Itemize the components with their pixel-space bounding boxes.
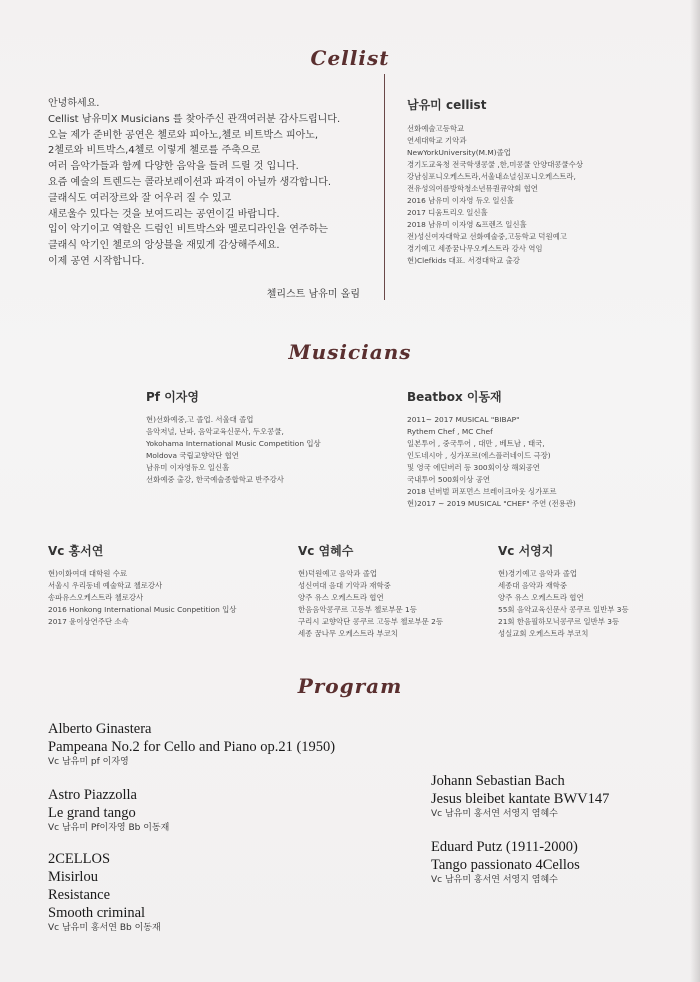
- career-item: 현)덕원예고 음악과 졸업: [298, 569, 377, 578]
- career-item: 성실교회 오케스트라 부코치: [498, 629, 589, 638]
- cellist-profile: [407, 96, 583, 267]
- career-item: 세종 꿈나무 오케스트라 부코치: [298, 629, 398, 638]
- program-piece: [48, 786, 169, 835]
- piece-title: Misirlou: [48, 869, 98, 885]
- program-piece: [48, 720, 335, 769]
- piece-performers: Vc 남유미 Pf이자영 Bb 이동재: [48, 823, 170, 833]
- musician-name: Pf 이자영: [146, 390, 199, 404]
- greeting-line: 클래식 악기인 첼로의 앙상블을 재밌게 감상해주세요.: [48, 240, 280, 252]
- career-item: 현)2017 ~ 2019 MUSICAL "CHEF" 주연 (전용관): [407, 499, 576, 508]
- musician-name: Beatbox 이동재: [407, 390, 502, 404]
- career-item: NewYorkUniversity(M.M)졸업: [407, 148, 511, 157]
- career-item: 국내투어 500회이상 공연: [407, 475, 491, 484]
- career-item: 전)성신여자대학교 선화예술중,고등학교 덕원예고: [407, 232, 567, 241]
- musician-career-list: [298, 568, 443, 640]
- greeting-line: 여러 음악가들과 함께 다양한 음악을 들려 드릴 것 입니다.: [48, 161, 299, 173]
- career-item: 2017 디움트리오 일신홀: [407, 208, 488, 217]
- career-item: 선화예술고등학교: [407, 124, 465, 133]
- piece-composer: Johann Sebastian Bach: [431, 773, 565, 789]
- greeting-line: Cellist 남유미X Musicians 를 찾아주신 관객여러분 감사드립니다.: [48, 113, 341, 125]
- greeting-line: 안녕하세요.: [48, 98, 100, 109]
- piece-title: Resistance: [48, 887, 111, 903]
- career-item: 2017 윤이상연주단 소속: [48, 617, 129, 626]
- piece-title: Jesus bleibet kantate BWV147: [431, 791, 610, 807]
- piece-performers: Vc 남유미 pf 이자영: [48, 757, 129, 767]
- musician-name: Vc 서영지: [498, 544, 554, 558]
- musician-profile: [498, 542, 629, 640]
- greeting-letter: [48, 96, 378, 270]
- vertical-divider: [384, 74, 385, 300]
- piece-performers: Vc 남유미 홍서연 서영지 염혜수: [431, 875, 558, 885]
- career-item: 강남심포니오케스트라,서울내쇼널심포니오케스트라,: [407, 172, 576, 181]
- page-edge-shadow: [690, 0, 700, 982]
- piece-title: Smooth criminal: [48, 905, 146, 921]
- piece-title: Tango passionato 4Cellos: [431, 857, 580, 873]
- career-item: 경기도교육청 전국학생콩쿨 ,한,미콩쿨 안양대콩쿨수상: [407, 160, 583, 169]
- career-item: 현)선화예중,고 졸업. 서울대 졸업: [146, 415, 254, 424]
- career-item: 선화예중 출강, 한국예술종합학교 반주강사: [146, 475, 284, 484]
- career-item: 21회 한음필하모닉콩쿠르 일반부 3등: [498, 617, 620, 626]
- career-item: 성신여대 음대 기악과 재학중: [298, 581, 391, 590]
- career-item: 2016 남유미 이자영 듀오 일신홀: [407, 196, 514, 205]
- musician-career-list: [48, 568, 236, 628]
- career-item: 한음음악콩쿠르 고등부 첼로부문 1등: [298, 605, 417, 614]
- piece-composer: Alberto Ginastera: [48, 721, 152, 737]
- greeting-line: 요즘 예술의 트렌드는 콜라보레이션과 파격이 아닐까 생각합니다.: [48, 176, 332, 188]
- musician-profile: [407, 388, 576, 510]
- career-item: 현)경기예고 음악과 졸업: [498, 569, 577, 578]
- musician-name: Vc 홍서연: [48, 544, 104, 558]
- career-item: 2018 넌버벌 퍼포먼스 브레이크아웃 싱가포르: [407, 487, 557, 496]
- piece-composer: 2CELLOS: [48, 851, 111, 867]
- musician-profile: [48, 542, 236, 628]
- cellist-career-list: [407, 123, 583, 267]
- career-item: 및 영국 에딘버러 등 300회이상 해외공연: [407, 463, 540, 472]
- career-item: 2011~ 2017 MUSICAL "BIBAP": [407, 415, 520, 424]
- musician-profile: [146, 388, 321, 486]
- musicians-heading: Musicians: [288, 340, 412, 364]
- career-item: 세종대 음악과 재학중: [498, 581, 567, 590]
- career-item: 송파유스오케스트라 첼로강사: [48, 593, 144, 602]
- career-item: 일본투어 , 중국투어 , 대만 , 베트남 , 태국,: [407, 439, 545, 448]
- piece-title: Pampeana No.2 for Cello and Piano op.21 (1950): [48, 739, 336, 755]
- career-item: 양주 유스 오케스트라 협연: [498, 593, 584, 602]
- career-item: 전유성의여름방학청소년뮤퀀큐약회 협연: [407, 184, 538, 193]
- career-item: 연세대학교 기악과: [407, 136, 467, 145]
- career-item: 현)Clefkids 대표. 서경대학교 출강: [407, 256, 520, 265]
- piece-composer: Astro Piazzolla: [48, 787, 137, 803]
- career-item: 2018 남유미 이자영 &프렌즈 일신홀: [407, 220, 527, 229]
- cellist-name: 남유미 cellist: [407, 98, 487, 112]
- career-item: Rythem Chef , MC Chef: [407, 427, 493, 436]
- career-item: 현)이화여대 대학원 수료: [48, 569, 127, 578]
- career-item: Moldova 국립교향악단 협연: [146, 451, 239, 460]
- program-piece: [48, 850, 161, 935]
- greeting-line: 클래식도 여러장르와 잘 어우러 질 수 있고: [48, 192, 232, 204]
- greeting-line: 입이 악기이고 역할은 드럼인 비트박스와 멜로디라인을 연주하는: [48, 224, 328, 236]
- program-piece: [431, 772, 609, 821]
- piece-title: Le grand tango: [48, 805, 136, 821]
- career-item: 구리시 교향악단 콩쿠르 고등부 첼로부문 2등: [298, 617, 443, 626]
- greeting-line: 이제 공연 시작합니다.: [48, 255, 145, 267]
- career-item: 경기예고 세종꿈나무오케스트라 강사 역임: [407, 244, 543, 253]
- musician-career-list: [498, 568, 629, 640]
- musician-career-list: [146, 414, 321, 486]
- greeting-line: 오늘 제가 준비한 공연은 첼로와 피아노,첼로 비트박스 피아노,: [48, 129, 319, 141]
- career-item: 서울시 우리동네 예술학교 첼로강사: [48, 581, 163, 590]
- career-item: 2016 Honkong International Music Conpetition 입상: [48, 605, 237, 614]
- cellist-heading: Cellist: [310, 46, 390, 70]
- program-heading: Program: [297, 674, 403, 698]
- greeting-line: 새로울수 있다는 것을 보여드리는 공연이길 바랍니다.: [48, 208, 280, 220]
- career-item: 남유미 이자영듀오 일신홀: [146, 463, 230, 472]
- greeting-line: 2첼로와 비트박스,4첼로 이렇게 첼로를 주축으로: [48, 145, 261, 157]
- career-item: 55회 음악교육신문사 콩쿠르 일반부 3등: [498, 605, 629, 614]
- piece-performers: Vc 남유미 홍서연 Bb 이동재: [48, 923, 161, 933]
- career-item: 양주 유스 오케스트라 협연: [298, 593, 384, 602]
- greeting-signature: 첼리스트 남유미 올림: [266, 289, 360, 300]
- career-item: 인도네시아 , 싱가포르(에스플러네이드 극장): [407, 451, 551, 460]
- program-piece: [431, 838, 580, 887]
- piece-composer: Eduard Putz (1911-2000): [431, 839, 578, 855]
- musician-career-list: [407, 414, 576, 510]
- musician-name: Vc 염혜수: [298, 544, 354, 558]
- piece-performers: Vc 남유미 홍서연 서영지 염혜수: [431, 809, 558, 819]
- musician-profile: [298, 542, 443, 640]
- career-item: Yokohama International Music Competition 입상: [146, 439, 321, 448]
- career-item: 음악저널, 난파, 음악교육신문사, 두오콩쿨,: [146, 427, 284, 436]
